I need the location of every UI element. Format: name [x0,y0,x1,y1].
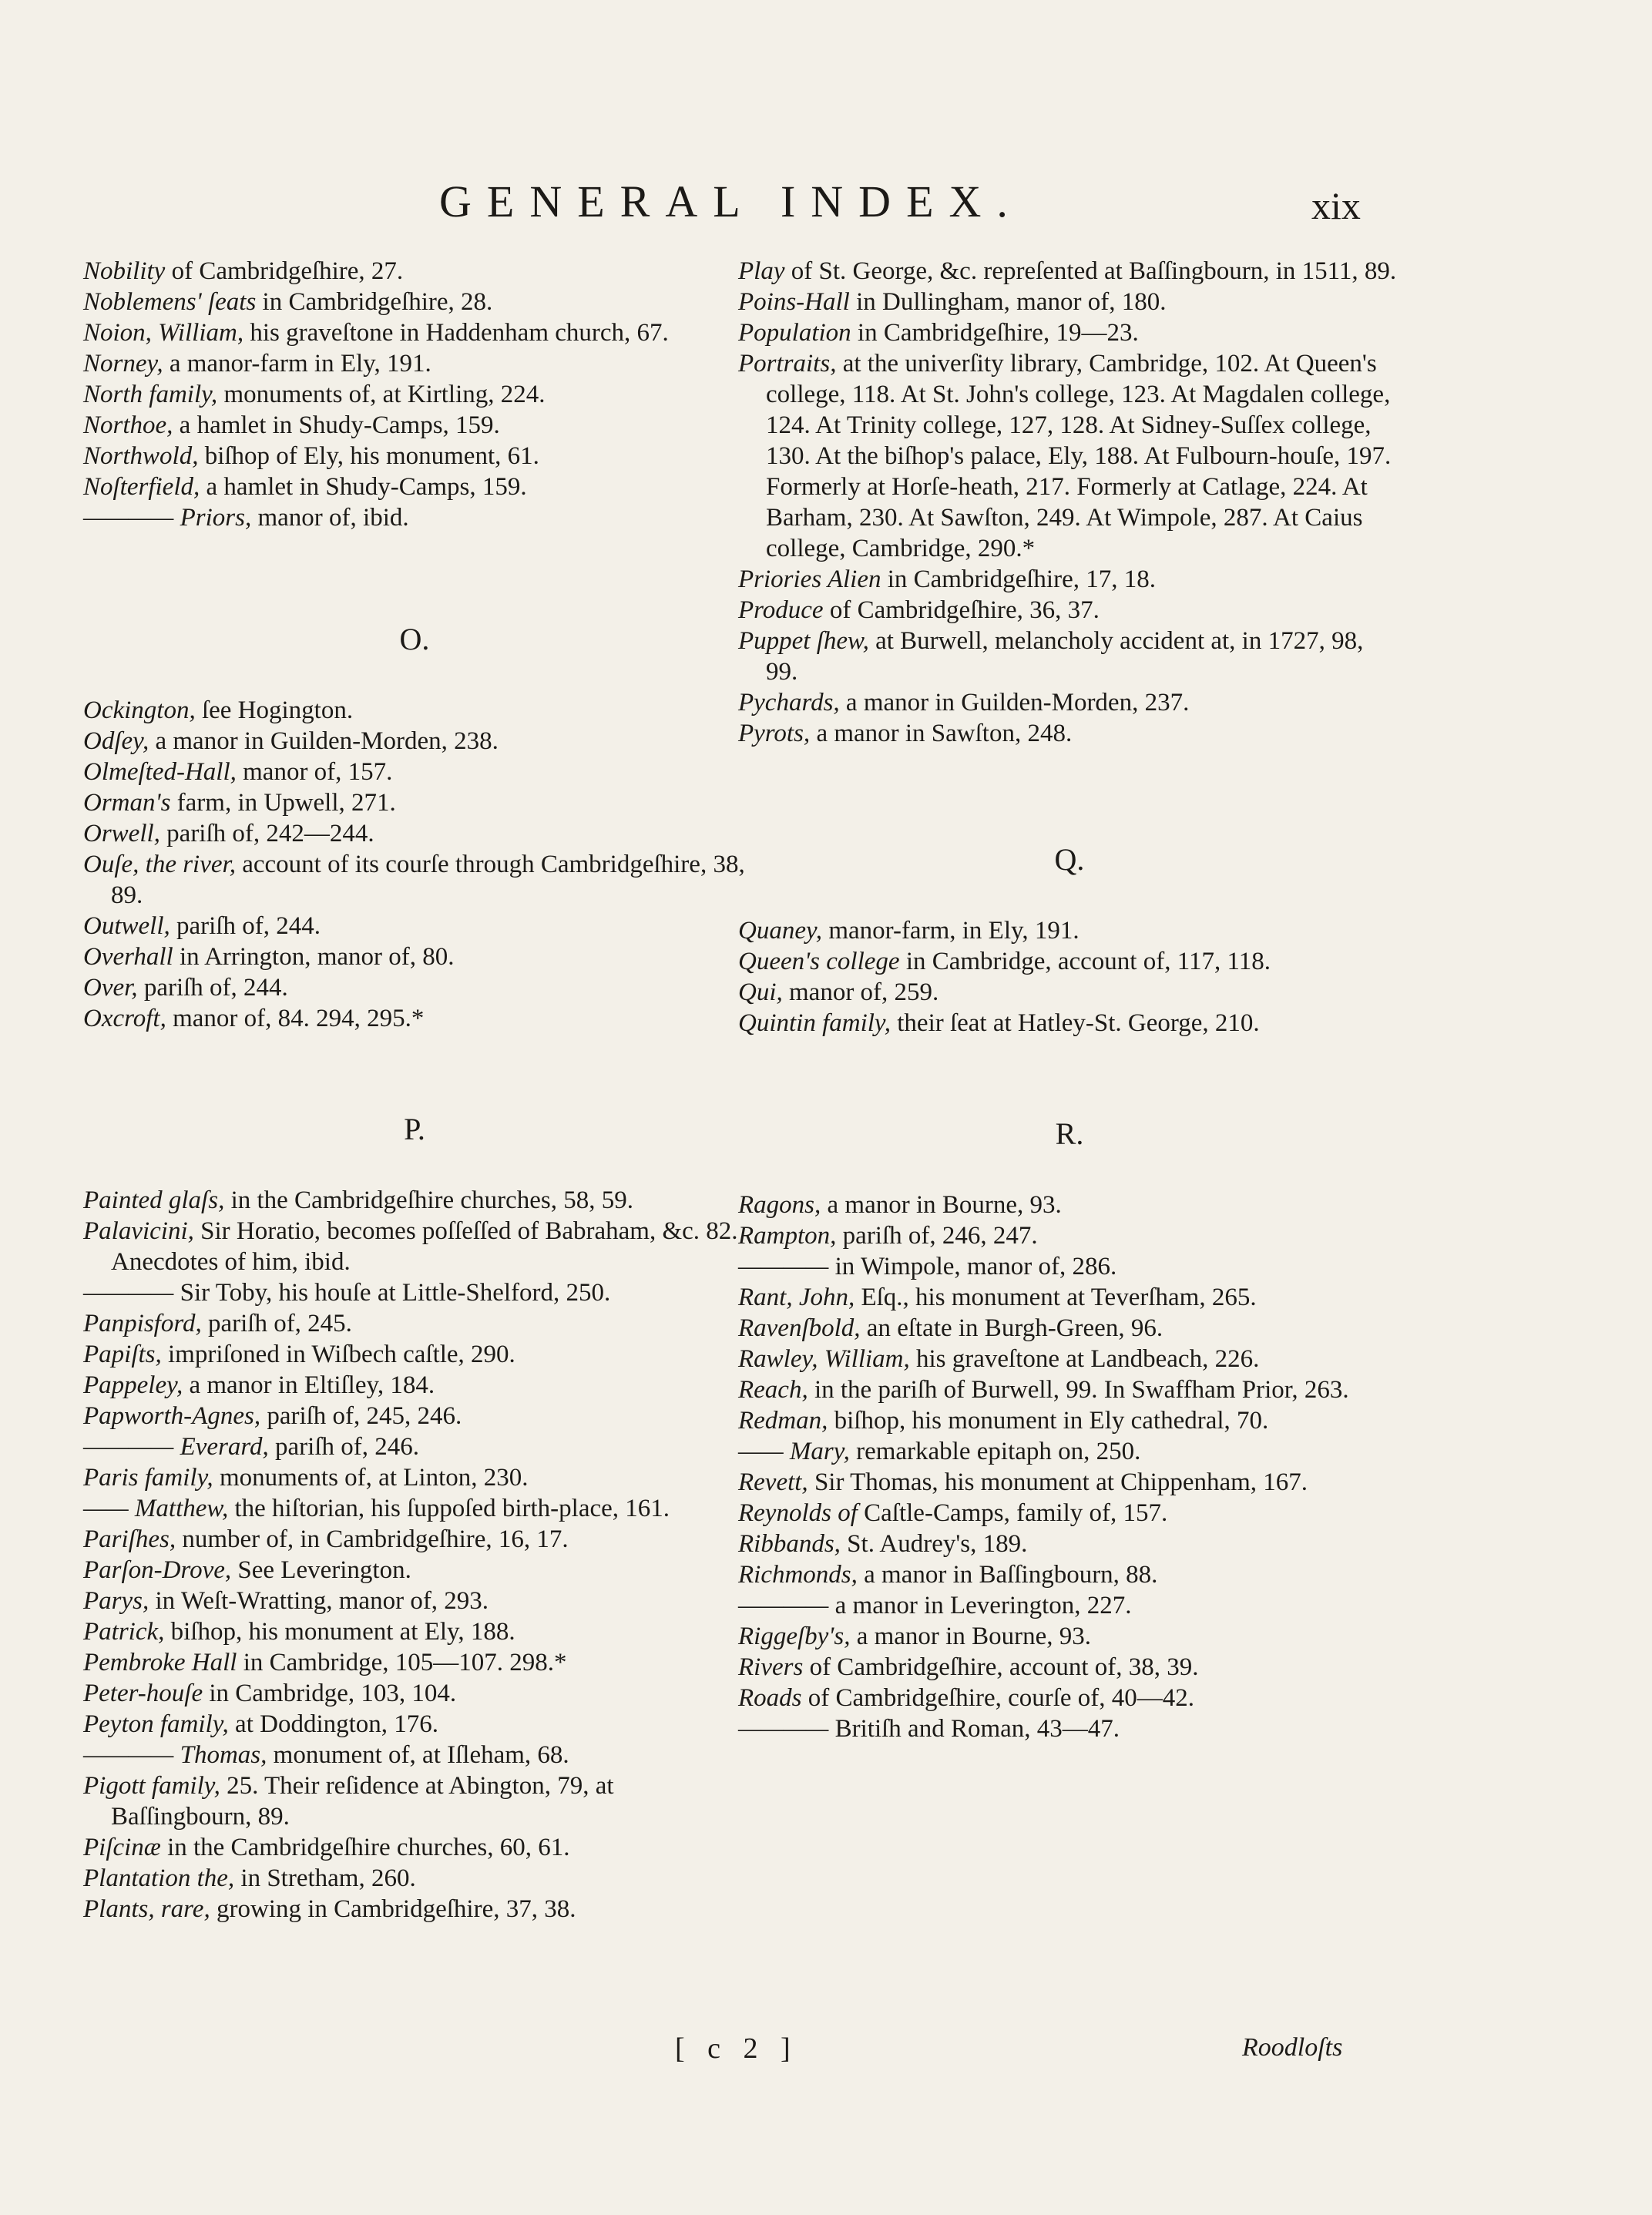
entry-headword: ———— [738,1592,829,1619]
entry-reference: Caſtle-Camps, family of, 157. [857,1499,1168,1527]
entry-reference: in Dullingham, manor of, 180. [849,288,1167,316]
index-entry [83,348,746,379]
index-entry [83,726,746,757]
entry-headword: Pappeley, [83,1371,183,1399]
entry-reference: manor of, 84. 294, 295.* [166,1005,425,1032]
index-entry [738,718,1401,749]
entry-reference: in the Cambridgeſhire churches, 60, 61. [160,1834,570,1861]
entry-headword: Ragons, [738,1191,821,1219]
index-entry [83,1277,746,1308]
entry-reference: a manor in Bourne, 93. [821,1191,1062,1219]
entry-reference: biſhop of Ely, his monument, 61. [198,442,539,470]
entry-headword: Ouſe, the river, [83,851,236,878]
entry-reference: manor of, 157. [236,758,393,786]
index-entry [738,1344,1401,1374]
entry-reference: a manor in Guilden-Morden, 238. [149,727,499,755]
entry-headword: Orwell, [83,820,160,847]
entry-headword: ———— Everard, [83,1433,269,1461]
index-entry [83,1185,746,1216]
right-column [738,256,1401,1744]
index-entry [738,1008,1401,1039]
entry-headword: Painted glaſs, [83,1186,225,1214]
index-entry [738,1405,1401,1436]
entry-reference: of Cambridgeſhire, 27. [165,257,404,285]
entry-headword: Pembroke Hall [83,1649,237,1676]
entry-reference: in Cambridge, account of, 117, 118. [899,948,1271,975]
index-entry [738,1282,1401,1313]
entry-headword: Ravenſbold, [738,1314,861,1342]
entry-reference: in Wimpole, manor of, 286. [828,1253,1117,1280]
index-entry [738,1220,1401,1251]
page-header [0,176,1652,245]
entry-reference: of St. George, &c. repreſented at Baſſingbourn, in 1511, 89. [784,257,1397,285]
entry-headword: Poins-Hall [738,288,850,316]
page-title: GENERAL INDEX. [439,176,1023,227]
index-entry [738,1251,1401,1282]
index-entry [83,1462,746,1493]
entry-headword: Priories Alien [738,565,881,593]
entry-reference: at Burwell, melancholy accident at, in 1727, 98, 99. [766,627,1364,686]
o-entries [83,695,746,1034]
page-number: xix [1311,184,1361,227]
entry-headword: Reynolds of [738,1499,858,1527]
entry-headword: Parys, [83,1587,149,1615]
entry-headword: Panpisford, [83,1310,202,1337]
index-entry [738,317,1401,348]
index-entry [738,687,1401,718]
entry-headword: —— Matthew, [83,1495,229,1522]
index-entry [83,1401,746,1431]
index-entry [738,626,1401,687]
entry-headword: Queen's college [738,948,900,975]
index-entry [738,348,1401,564]
entry-headword: Pychards, [738,689,840,717]
entry-reference: Sir Horatio, becomes poſſeſſed of Babraham, &c. 82. Anecdotes of him, ibid. [111,1217,738,1276]
entry-headword: Piſcinæ [83,1834,161,1861]
entry-reference: manor-farm, in Ely, 191. [822,917,1080,945]
index-entry [83,1709,746,1740]
index-entry [738,564,1401,595]
index-entry [83,1678,746,1709]
entry-reference: of Cambridgeſhire, account of, 38, 39. [803,1653,1199,1681]
entry-headword: Over, [83,974,138,1002]
index-entry [738,595,1401,626]
entry-headword: Outwell, [83,912,170,940]
index-entry [738,1374,1401,1405]
entry-headword: Noion, William, [83,319,244,347]
entry-reference: farm, in Upwell, 271. [170,789,396,817]
entry-headword: Redman, [738,1407,828,1435]
entry-headword: Rant, John, [738,1284,855,1311]
entry-headword: Oxcroft, [83,1005,166,1032]
entry-headword: Overhall [83,943,173,971]
entry-headword: Noſterfield, [83,473,200,501]
entry-headword: Pigott family, [83,1772,220,1800]
entry-reference: ſee Hogington. [195,696,354,724]
entry-headword: Norney, [83,350,163,378]
index-entry [83,1216,746,1277]
index-entry [83,818,746,849]
entry-reference: a manor in Guilden-Morden, 237. [839,689,1190,717]
entry-headword: Palavicini, [83,1217,194,1245]
entry-reference: Eſq., his monument at Teverſham, 265. [855,1284,1257,1311]
entry-reference: 25. Their reſidence at Abington, 79, at Baſſingbourn, 89. [111,1772,614,1831]
entry-reference: in Cambridgeſhire, 17, 18. [881,565,1156,593]
index-entry [83,941,746,972]
entry-reference: an eſtate in Burgh-Green, 96. [860,1314,1163,1342]
index-entry [83,1555,746,1586]
entry-reference: a hamlet in Shudy-Camps, 159. [173,411,500,439]
index-entry [738,946,1401,977]
entry-headword: Produce [738,596,824,624]
entry-headword: Olmeſted-Hall, [83,758,237,786]
entry-reference: in Stretham, 260. [234,1864,416,1892]
entry-headword: Nobility [83,257,166,285]
entry-reference: manor of, ibid. [251,504,409,532]
entry-headword: Population [738,319,851,347]
index-entry [738,1652,1401,1683]
index-entry [83,1431,746,1462]
entry-reference: pariſh of, 244. [170,912,321,940]
entry-reference: the hiſtorian, his ſuppoſed birth-place, 161. [228,1495,670,1522]
index-entry [738,1713,1401,1744]
entry-headword: Ribbands, [738,1530,841,1558]
entry-headword: Papworth-Agnes, [83,1402,261,1430]
entry-headword: Play [738,257,785,285]
index-entry [83,256,746,287]
entry-reference: of Cambridgeſhire, courſe of, 40—42. [801,1684,1195,1712]
entry-headword: Riggeſby's, [738,1623,851,1650]
index-entry [738,915,1401,946]
index-entry [83,502,746,533]
entry-headword: ———— [738,1253,829,1280]
entry-reference: monument of, at Iſleham, 68. [267,1741,569,1769]
entry-reference: pariſh of, 244. [137,974,288,1002]
index-entry [83,1863,746,1894]
entry-headword: Pyrots, [738,720,811,747]
n-entries [83,256,746,533]
entry-reference: a manor in Leverington, 227. [828,1592,1132,1619]
entry-headword: Revett, [738,1468,808,1496]
q-entries [738,915,1401,1039]
entry-headword: Plantation the, [83,1864,235,1892]
entry-headword: ———— Priors, [83,504,252,532]
section-letter-r: R. [1055,1116,1084,1151]
index-entry [83,1339,746,1370]
entry-headword: Puppet ſhew, [738,627,869,655]
index-entry [738,1436,1401,1467]
catchword: Roodloſts [1242,2033,1343,2062]
signature-mark: [ c 2 ] [675,2032,798,2065]
index-entry [83,972,746,1003]
index-entry [83,410,746,441]
entry-headword: ———— Thomas, [83,1741,267,1769]
entry-headword: Roads [738,1684,802,1712]
entry-headword: Papiſts, [83,1341,162,1368]
entry-headword: Northwold, [83,442,199,470]
entry-reference: in Cambridge, 105—107. 298.* [237,1649,567,1676]
entry-headword: Portraits, [738,350,837,378]
index-entry [738,1590,1401,1621]
entry-reference: of Cambridgeſhire, 36, 37. [823,596,1100,624]
index-entry [83,1616,746,1647]
index-entry [83,695,746,726]
entry-headword: Rampton, [738,1222,837,1250]
index-entry [83,1003,746,1034]
entry-headword: Paris family, [83,1464,213,1492]
entry-headword: Ockington, [83,696,196,724]
entry-reference: a manor in Baſſingbourn, 88. [857,1561,1158,1589]
index-entry [738,287,1401,317]
entry-reference: remarkable epitaph on, 250. [849,1438,1141,1465]
entry-reference: St. Audrey's, 189. [840,1530,1028,1558]
entry-reference: at Doddington, 176. [228,1710,439,1738]
entry-reference: monuments of, at Kirtling, 224. [217,381,546,408]
entry-headword: Pariſhes, [83,1525,176,1553]
entry-reference: a manor in Sawſton, 248. [810,720,1073,747]
section-letter-o: O. [399,622,430,656]
index-entry [738,1467,1401,1498]
index-entry [738,1621,1401,1652]
entry-headword: Quintin family, [738,1009,891,1037]
r-entries [738,1190,1401,1744]
entry-headword: North family, [83,381,218,408]
entry-reference: Sir Thomas, his monument at Chippenham, 167. [808,1468,1308,1496]
entry-headword: Orman's [83,789,171,817]
entry-reference: Britiſh and Roman, 43—47. [828,1715,1120,1743]
p-entries-right [738,256,1401,749]
entry-headword: Noblemens' ſeats [83,288,257,316]
entry-reference: impriſoned in Wiſbech caſtle, 290. [161,1341,515,1368]
index-entry [83,911,746,941]
index-entry [738,1190,1401,1220]
index-entry [83,287,746,317]
entry-headword: Patrick, [83,1618,165,1646]
index-entry [83,1586,746,1616]
entry-reference: at the univerſity library, Cambridge, 102. At Queen's college, 118. At St. John's college, 123. At Magdalen college, 124. At Trinity college, 127, 128. At Sidney-Suſſex college, 130. At the biſhop's palace, Ely, 188. At Fulbourn-houſe, 197. Formerly at Horſe-heath, 217. Formerly at Catlage, 224. At Barham, 230. At Sawſton, 249. At Wimpole, 287. At Caius college, Cambridge, 290.* [766,350,1392,562]
left-column [83,256,746,1925]
entry-headword: —— Mary, [738,1438,850,1465]
entry-reference: number of, in Cambridgeſhire, 16, 17. [176,1525,569,1553]
index-entry [83,1894,746,1925]
entry-reference: his graveſtone at Landbeach, 226. [909,1345,1260,1373]
entry-reference: in the Cambridgeſhire churches, 58, 59. [224,1186,633,1214]
index-entry [83,1770,746,1832]
index-entry [83,1493,746,1524]
index-entry [83,757,746,787]
entry-headword: ———— [83,1279,174,1307]
index-entry [738,1559,1401,1590]
entry-reference: manor of, 259. [782,978,939,1006]
entry-reference: monuments of, at Linton, 230. [213,1464,529,1492]
entry-reference: a manor in Eltiſley, 184. [183,1371,435,1399]
entry-headword: Reach, [738,1376,808,1404]
entry-headword: Peyton family, [83,1710,229,1738]
entry-reference: in Cambridgeſhire, 28. [256,288,493,316]
entry-headword: Plants, rare, [83,1895,210,1923]
entry-reference: a manor-farm in Ely, 191. [163,350,431,378]
entry-reference: a manor in Bourne, 93. [850,1623,1091,1650]
entry-reference: See Leverington. [231,1556,411,1584]
entry-headword: Richmonds, [738,1561,858,1589]
index-entry [83,1647,746,1678]
index-entry [738,1683,1401,1713]
entry-reference: pariſh of, 245, 246. [260,1402,462,1430]
entry-reference: in the pariſh of Burwell, 99. In Swaffham Prior, 263. [808,1376,1349,1404]
section-letter-q: Q. [1054,842,1085,877]
entry-reference: pariſh of, 246, 247. [836,1222,1038,1250]
entry-reference: growing in Cambridgeſhire, 37, 38. [210,1895,576,1923]
index-entry [738,977,1401,1008]
index-entry [83,1370,746,1401]
index-entry [83,317,746,348]
entry-reference: biſhop, his monument in Ely cathedral, 70. [828,1407,1269,1435]
p-entries-left [83,1185,746,1925]
entry-reference: account of its courſe through Cambridgeſhire, 38, 89. [111,851,745,909]
section-letter-p: P. [404,1112,425,1146]
entry-headword: Rivers [738,1653,804,1681]
index-entry [83,472,746,502]
index-entry [738,1529,1401,1559]
entry-reference: in Cambridge, 103, 104. [203,1680,457,1707]
index-entry [738,1498,1401,1529]
entry-headword: Northoe, [83,411,173,439]
index-entry [83,441,746,472]
entry-reference: Sir Toby, his houſe at Little-Shelford, 250. [173,1279,611,1307]
index-entry [83,849,746,911]
entry-headword: Quaney, [738,917,823,945]
entry-headword: Odſey, [83,727,149,755]
index-entry [83,1832,746,1863]
index-entry [83,379,746,410]
entry-headword: ———— [738,1715,829,1743]
index-entry [738,256,1401,287]
entry-reference: in Arrington, manor of, 80. [173,943,455,971]
entry-reference: in Weſt-Wratting, manor of, 293. [149,1587,489,1615]
entry-reference: his graveſtone in Haddenham church, 67. [243,319,669,347]
entry-reference: in Cambridgeſhire, 19—23. [851,319,1139,347]
index-entry [83,1524,746,1555]
entry-reference: a hamlet in Shudy-Camps, 159. [200,473,527,501]
index-entry [83,1308,746,1339]
index-entry [83,1740,746,1770]
entry-reference: pariſh of, 246. [268,1433,419,1461]
entry-headword: Peter-houſe [83,1680,203,1707]
entry-reference: pariſh of, 245. [201,1310,352,1337]
entry-reference: pariſh of, 242—244. [159,820,374,847]
entry-headword: Qui, [738,978,783,1006]
index-entry [83,787,746,818]
index-entry [738,1313,1401,1344]
entry-headword: Parſon-Drove, [83,1556,232,1584]
entry-reference: their ſeat at Hatley-St. George, 210. [891,1009,1260,1037]
entry-reference: biſhop, his monument at Ely, 188. [164,1618,515,1646]
entry-headword: Rawley, William, [738,1345,910,1373]
